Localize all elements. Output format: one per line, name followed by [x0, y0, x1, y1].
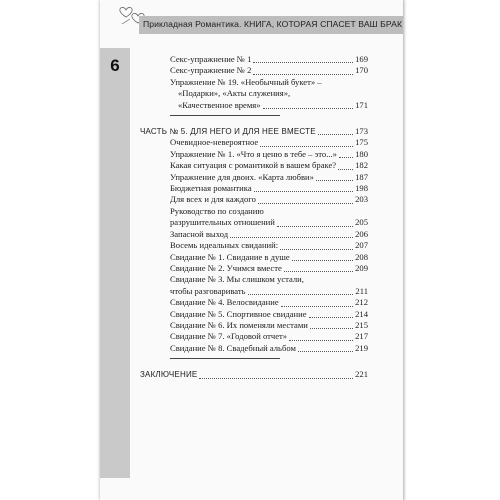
chapter-tab: [100, 48, 130, 478]
toc-entry: «Качественное время» 171: [178, 99, 368, 110]
toc-entry-line: Руководство по созданию: [170, 205, 264, 216]
toc-entry-line: Свидание № 3. Мы слишком устали,: [170, 274, 304, 285]
toc-entry: Запасной выход 206: [170, 228, 368, 239]
toc-conclusion: ЗАКЛЮЧЕНИЕ 221: [140, 369, 368, 380]
toc-entry: Секс-упражнение № 2 170: [170, 65, 368, 76]
toc-entry: Свидание № 1. Свидание в душе 208: [170, 251, 368, 262]
chapter-number: 6: [110, 56, 120, 75]
toc-entry: Очевидное-невероятное 175: [170, 137, 368, 148]
table-of-contents: [140, 54, 368, 381]
running-header: Прикладная Романтика. КНИГА, КОТОРАЯ СПАСЕТ ВАШ БРАК: [143, 19, 403, 29]
toc-entry: Упражнение для двоих. «Карта любви» 187: [170, 171, 368, 182]
toc-part-heading: ЧАСТЬ № 5. ДЛЯ НЕГО И ДЛЯ НЕЕ ВМЕСТЕ 173: [140, 126, 368, 137]
toc-entry-line: «Подарки», «Акты служения»,: [178, 88, 291, 99]
toc-entry: Свидание № 5. Спортивное свидание 214: [170, 308, 368, 319]
toc-entry: Бюджетная романтика 198: [170, 183, 368, 194]
toc-entry: разрушительных отношений 205: [170, 217, 368, 228]
toc-entry: Свидание № 4. Велосвидание 212: [170, 297, 368, 308]
toc-entry-line: Упражнение № 19. «Необычный букет» –: [170, 76, 322, 87]
toc-entry: Восемь идеальных свиданий: 207: [170, 240, 368, 251]
section-divider: [170, 115, 280, 116]
toc-entry: Для всех и для каждого 203: [170, 194, 368, 205]
book-page: [100, 0, 404, 500]
toc-entry: Какая ситуация с романтикой в вашем браке? 182: [170, 160, 368, 171]
toc-entry: Свидание № 7. «Годовой отчет» 217: [170, 331, 368, 342]
toc-entry: чтобы разговаривать 211: [170, 285, 368, 296]
toc-entry: Упражнение № 1. «Что я ценю в тебе – это...» 180: [170, 148, 368, 159]
toc-entry: Секс-упражнение № 1 169: [170, 54, 368, 64]
section-divider: [170, 358, 280, 359]
toc-entry: Свидание № 2. Учимся вместе 209: [170, 262, 368, 273]
toc-entry: Свидание № 8. Свадебный альбом 219: [170, 342, 368, 353]
toc-entry: Свидание № 6. Их поменяли местами 215: [170, 319, 368, 330]
